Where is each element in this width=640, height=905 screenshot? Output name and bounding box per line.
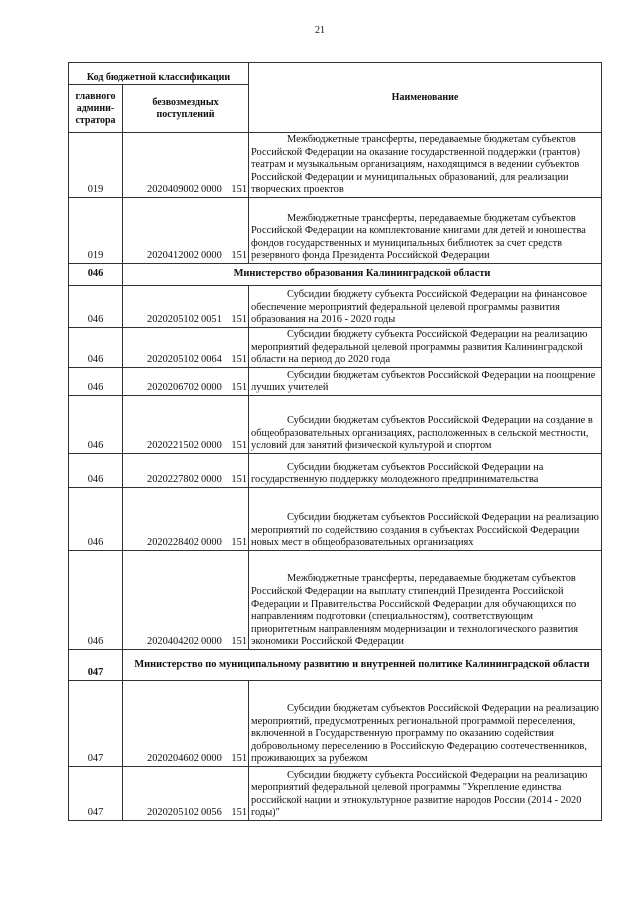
admin-code: 046 <box>69 328 123 368</box>
row-name-text: Субсидии бюджету субъекта Российской Федерации на финансовое обеспечение мероприятий федеральной целевой программы развития образования на 2016 - 2020 годы <box>251 289 588 326</box>
revenue-code <box>123 368 249 396</box>
row-name-text: Субсидии бюджетам субъектов Российской Федерации на создание в общеобразовательных организациях, расположенных в сельской местности, условий для занятий физической культурой и спортом <box>251 415 593 452</box>
code-kosgu: 151 <box>231 314 248 326</box>
revenue-code <box>123 328 249 368</box>
code-kosgu: 151 <box>231 354 248 366</box>
code-sub: 0000 <box>201 537 222 549</box>
code-sub: 0000 <box>201 440 222 452</box>
admin-code: 019 <box>69 198 123 264</box>
table-row <box>69 396 602 454</box>
row-name <box>249 133 602 198</box>
code-kosgu: 151 <box>231 184 248 196</box>
header-name: Наименование <box>249 63 602 133</box>
code-sub: 0000 <box>201 250 222 262</box>
code-kosgu: 151 <box>231 474 248 486</box>
row-name <box>249 767 602 821</box>
table-row <box>69 488 602 551</box>
code-kosgu: 151 <box>231 753 248 765</box>
code-kosgu: 151 <box>231 537 248 549</box>
code-main: 2020205102 <box>147 314 199 326</box>
row-name <box>249 368 602 396</box>
code-kosgu: 151 <box>231 250 248 262</box>
header-budget-code: Код бюджетной классификации <box>69 63 249 85</box>
admin-code: 019 <box>69 133 123 198</box>
table-row <box>69 133 602 198</box>
header-revenue: безвозмездных поступлений <box>123 85 249 133</box>
code-sub: 0064 <box>201 354 222 366</box>
code-main: 2020409002 <box>147 184 199 196</box>
code-main: 2020221502 <box>147 440 199 452</box>
table-row <box>69 368 602 396</box>
code-sub: 0000 <box>201 382 222 394</box>
code-main: 2020205102 <box>147 354 199 366</box>
revenue-code <box>123 198 249 264</box>
admin-code: 046 <box>69 286 123 328</box>
row-name <box>249 198 602 264</box>
code-kosgu: 151 <box>231 807 248 819</box>
revenue-code <box>123 454 249 488</box>
code-kosgu: 151 <box>231 382 248 394</box>
section-row <box>69 264 602 286</box>
row-name-text: Межбюджетные трансферты, передаваемые бюджетам субъектов Российской Федерации на комплектование книгами для детей и юношества фондов государственных и муниципальных библиотек за счет средств резервного фонда Президента Российской Федерации <box>251 212 586 262</box>
code-main: 2020404202 <box>147 636 199 648</box>
row-name <box>249 681 602 767</box>
row-name-text: Межбюджетные трансферты, передаваемые бюджетам субъектов Российской Федерации на выплату стипендий Президента Российской Федерации и Правительства Российской Федерации для обучающихся по направлениям подготовки (специальностям), соответствующим приоритетным направлениям модернизации и технологического развития экономики Российской Федерации <box>251 573 579 648</box>
admin-code: 046 <box>69 368 123 396</box>
admin-code: 046 <box>69 396 123 454</box>
admin-code: 046 <box>69 264 123 286</box>
table-row <box>69 551 602 650</box>
row-name-text: Межбюджетные трансферты, передаваемые бюджетам субъектов Российской Федерации на оказание государственной поддержки (грантов) театрам и музыкальным организациям, находящимся в ведении субъектов Российской Федерации и муниципальных образований, для реализации творческих проектов <box>251 134 580 196</box>
revenue-code <box>123 488 249 551</box>
code-sub: 0051 <box>201 314 222 326</box>
section-title: Министерство по муниципальному развитию и внутренней политике Калининградской области <box>123 650 602 681</box>
row-name <box>249 488 602 551</box>
table-row <box>69 286 602 328</box>
row-name-text: Субсидии бюджету субъекта Российской Федерации на реализацию мероприятий федеральной целевой программы развития Калининградской области на период до 2020 года <box>251 329 588 366</box>
code-sub: 0000 <box>201 474 222 486</box>
revenue-code <box>123 396 249 454</box>
row-name-text: Субсидии бюджетам субъектов Российской Федерации на реализацию мероприятий, предусмотренных региональной программой переселения, включенной в Государственную программу по оказанию содействия добровольному переселению в Российскую Федерацию соотечественников, проживающих за рубежом <box>251 703 599 765</box>
admin-code: 046 <box>69 488 123 551</box>
admin-code: 047 <box>69 767 123 821</box>
section-row <box>69 650 602 681</box>
budget-classification-table <box>68 62 602 821</box>
code-main: 2020228402 <box>147 537 199 549</box>
page-number: 21 <box>315 25 325 36</box>
code-sub: 0000 <box>201 184 222 196</box>
admin-code: 047 <box>69 681 123 767</box>
code-main: 2020204602 <box>147 753 199 765</box>
code-kosgu: 151 <box>231 440 248 452</box>
section-title: Министерство образования Калининградской области <box>123 264 602 286</box>
admin-code: 047 <box>69 650 123 681</box>
revenue-code <box>123 551 249 650</box>
row-name <box>249 328 602 368</box>
row-name-text: Субсидии бюджетам субъектов Российской Федерации на реализацию мероприятий по содействию создания в субъектах Российской Федерации новых мест в общеобразовательных организациях <box>251 512 599 549</box>
code-kosgu: 151 <box>231 636 248 648</box>
row-name-text: Субсидии бюджету субъекта Российской Федерации на реализацию мероприятий федеральной целевой программы "Укрепление единства российской нации и этнокультурное развитие народов России (2014 - 2020 годы)" <box>251 769 588 819</box>
row-name <box>249 396 602 454</box>
revenue-code <box>123 133 249 198</box>
header-admin: главного админи-стратора <box>69 85 123 133</box>
revenue-code <box>123 681 249 767</box>
row-name-text: Субсидии бюджетам субъектов Российской Федерации на поощрение лучших учителей <box>251 369 596 394</box>
row-name <box>249 551 602 650</box>
code-sub: 0000 <box>201 636 222 648</box>
table-row <box>69 198 602 264</box>
table-row <box>69 681 602 767</box>
revenue-code <box>123 767 249 821</box>
revenue-code <box>123 286 249 328</box>
admin-code: 046 <box>69 454 123 488</box>
code-sub: 0000 <box>201 753 222 765</box>
row-name-text: Субсидии бюджетам субъектов Российской Федерации на государственную поддержку молодежного предпринимательства <box>251 461 544 486</box>
code-main: 2020206702 <box>147 382 199 394</box>
table-row <box>69 454 602 488</box>
table-row <box>69 767 602 821</box>
code-main: 2020205102 <box>147 807 199 819</box>
code-main: 2020412002 <box>147 250 199 262</box>
admin-code: 046 <box>69 551 123 650</box>
code-main: 2020227802 <box>147 474 199 486</box>
code-sub: 0056 <box>201 807 222 819</box>
row-name <box>249 454 602 488</box>
table-row <box>69 328 602 368</box>
row-name <box>249 286 602 328</box>
